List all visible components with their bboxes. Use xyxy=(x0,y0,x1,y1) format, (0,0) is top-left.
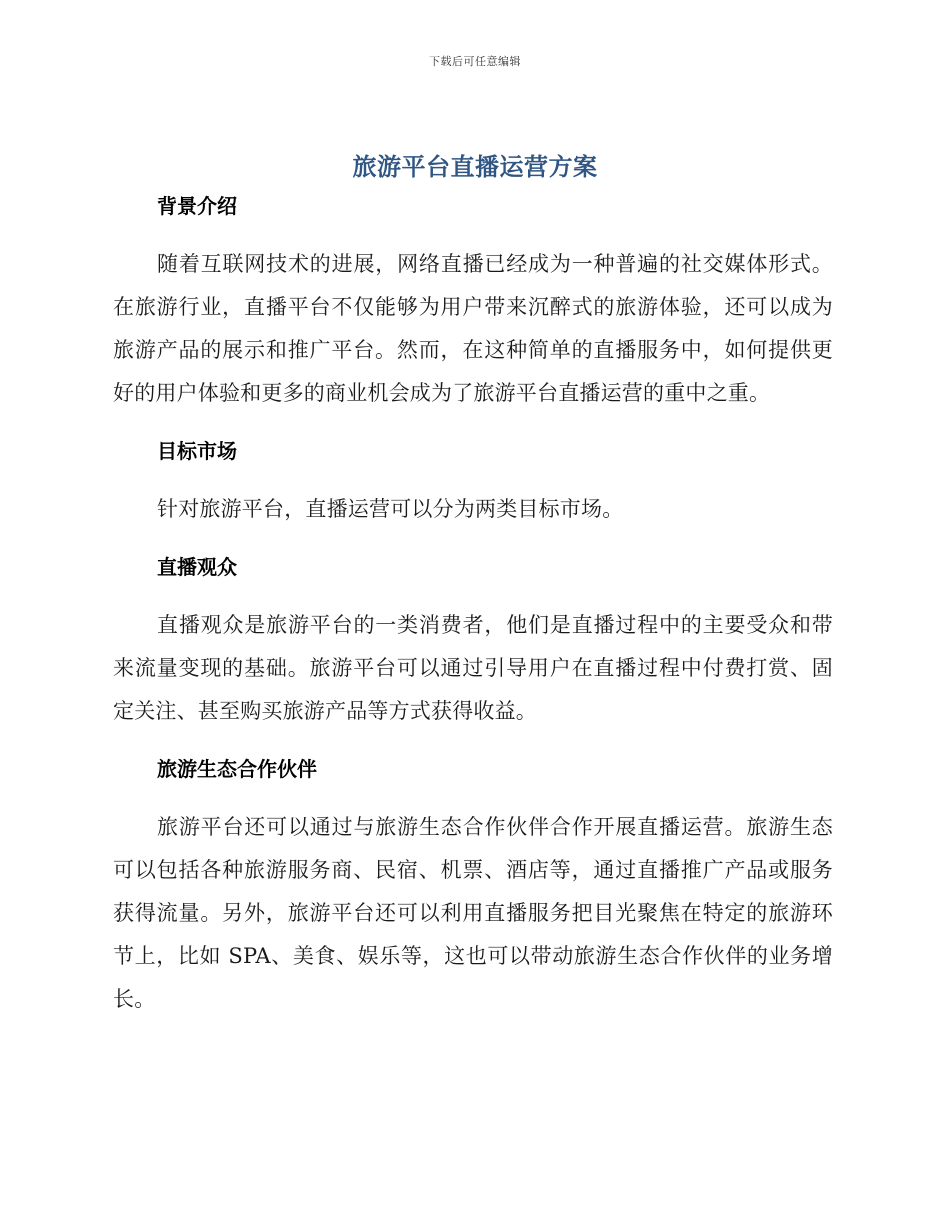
section-paragraph-background: 随着互联网技术的进展，网络直播已经成为一种普遍的社交媒体形式。在旅游行业，直播平台不仅能够为用户带来沉醉式的旅游体验，还可以成为旅游产品的展示和推广平台。然而，在这种简单的直播服务中，如何提供更好的用户体验和更多的商业机会成为了旅游平台直播运营的重中之重。 xyxy=(113,252,833,405)
section-heading-target-market: 目标市场 xyxy=(157,439,237,463)
section-heading-ecosystem-partners: 旅游生态合作伙伴 xyxy=(157,757,317,781)
document-body xyxy=(113,189,833,1021)
page-header-note: 下载后可任意编辑 xyxy=(429,55,521,68)
section-paragraph-live-audience: 直播观众是旅游平台的一类消费者，他们是直播过程中的主要受众和带来流量变现的基础。旅游平台可以通过引导用户在直播过程中付费打赏、固定关注、甚至购买旅游产品等方式获得收益。 xyxy=(113,613,833,723)
document-title: 旅游平台直播运营方案 xyxy=(352,153,598,181)
section-heading-background: 背景介绍 xyxy=(157,194,237,218)
section-heading-live-audience: 直播观众 xyxy=(157,555,237,579)
section-paragraph-ecosystem-partners: 旅游平台还可以通过与旅游生态合作伙伴合作开展直播运营。旅游生态可以包括各种旅游服务商、民宿、机票、酒店等，通过直播推广产品或服务获得流量。另外，旅游平台还可以利用直播服务把目光聚焦在特定的旅游环节上，比如 SPA、美食、娱乐等，这也可以带动旅游生态合作伙伴的业务增长。 xyxy=(113,815,833,1011)
section-paragraph-target-market: 针对旅游平台，直播运营可以分为两类目标市场。 xyxy=(157,497,624,521)
